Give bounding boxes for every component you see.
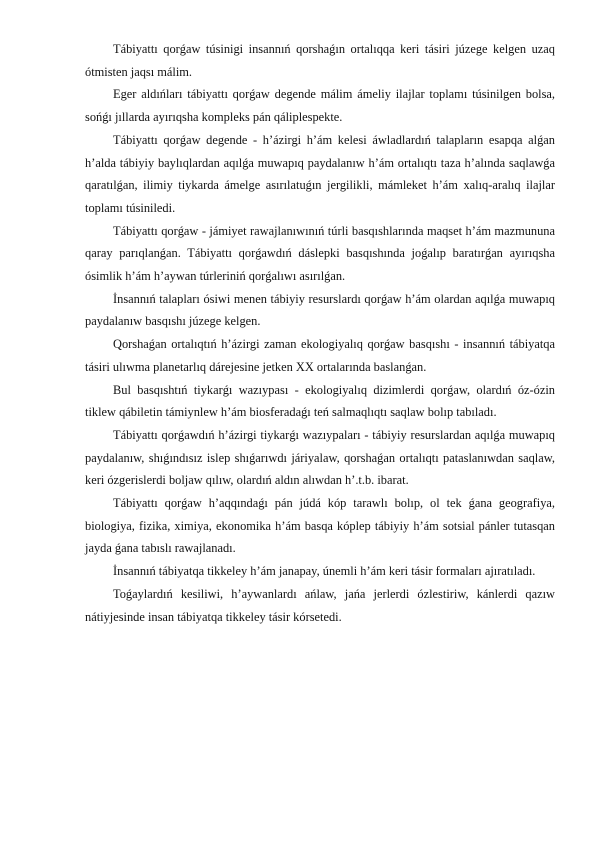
- document-body: [85, 38, 555, 628]
- paragraph-6: Qorshaǵan ortalıqtıń h’ázirgi zaman ekologiyalıq qorǵaw basqıshı - insannıń tábiyatqa tásiri ulıwma planetarlıq dárejesine jetken XX ortalarında baslanǵan.: [85, 337, 555, 374]
- paragraph-1: Tábiyattı qorǵaw túsinigi insannıń qorshaǵın ortalıqqa keri tásiri júzege kelgen uzaq ótmisten jaqsı málim.: [85, 42, 555, 79]
- paragraph-5: İnsannıń talapları ósiwi menen tábiyiy resurslardı qorǵaw h’ám olardan aqılǵa muwapıq paydalanıw basqıshı júzege kelgen.: [85, 291, 555, 329]
- paragraph-3: Tábiyattı qorǵaw degende - h’ázirgi h’ám kelesi áwladlardıń talapların esapqa alǵan h’alda tábiyiy baylıqlardan aqılǵa muwapıq paydalanıw h’ám ortalıqtı taza h’alında saqlawǵa qaratılǵan, ilimiy tiykarda ámelge asırılatuǵın jergilikli, mámleket h’ám xalıq-aralıq ilajlar toplamı túsiniledi.: [85, 132, 555, 215]
- paragraph-10: İnsannıń tábiyatqa tikkeley h’ám janapay, únemli h’ám keri tásir formaları ajıratıladı.: [113, 564, 536, 579]
- paragraph-4: Tábiyattı qorǵaw - jámiyet rawajlanıwınıń túrli basqıshlarında maqset h’ám mazmununa qaray parıqlanǵan. Tábiyattı qorǵawdıń dáslepki basqıshında joǵalıp baratırǵan ayırıqsha ósimlik h’ám h’aywan túrleriniń qorǵalıwı asırılǵan.: [85, 223, 555, 284]
- paragraph-8: Tábiyattı qorǵawdıń h’ázirgi tiykarǵı wazıypaları - tábiyiy resurslardan aqılǵa muwapıq paydalanıw, shıǵındısız islep shıǵarıwdı járiyalaw, qorshaǵan ortalıqtı pataslanıwdan saqlaw, keri ózgerislerdi boljaw qılıw, olardıń aldın alıwdan h’.t.b. ibarat.: [85, 427, 555, 488]
- paragraph-11: Toǵaylardıń kesiliwi, h’aywanlardı ańlaw, jańa jerlerdi ózlestiriw, kánlerdi qazıw nátiyjesinde insan tábiyatqa tikkeley tásir kórsetedi.: [85, 586, 555, 624]
- paragraph-7: Bul basqıshtıń tiykarǵı wazıypası - ekologiyalıq dizimlerdi qorǵaw, olardıń óz-ózin tiklew qábiletin támiynlew h’ám biosferadaǵı teń salmaqlıqtı saqlaw bolıp tabıladı.: [85, 382, 555, 420]
- paragraph-2: Eger aldıńları tábiyattı qorǵaw degende málim ámeliy ilajlar toplamı túsinilgen bolsa, sońǵı jıllarda ayırıqsha kompleks pán qáliplespekte.: [85, 87, 555, 125]
- paragraph-9: Tábiyattı qorǵaw h’aqqındaǵı pán júdá kóp tarawlı bolıp, ol tek ǵana geografiya, biologiya, fizika, ximiya, ekonomika h’ám basqa kóplep tábiyiy h’ám sotsial pánler tutasqan jayda ǵana tabıslı rawajlanadı.: [85, 496, 555, 556]
